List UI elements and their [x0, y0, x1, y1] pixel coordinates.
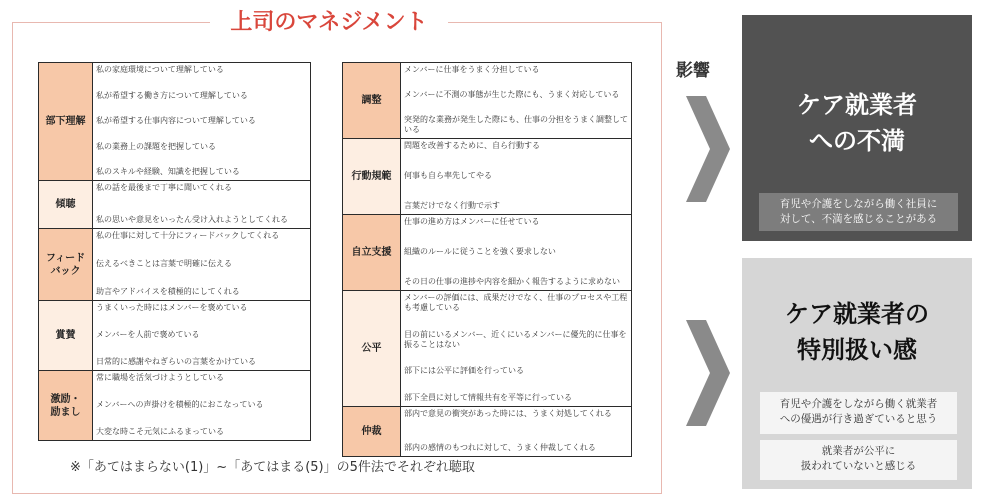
item-text: 私のスキルや経験、知識を把握している — [96, 167, 240, 176]
right-management-table — [342, 62, 632, 457]
items-cell — [93, 371, 311, 441]
care-worker-dissatisfaction-box — [742, 15, 972, 241]
items-cell — [93, 63, 311, 181]
table-row — [343, 139, 632, 215]
box-item: 育児や介護をしながら働く社員に 対して、不満を感じることがある — [759, 193, 958, 231]
table-row — [343, 291, 632, 407]
survey-note: ※「あてはまらない(1)」~「あてはまる(5)」の5件法でそれぞれ聴取 — [70, 460, 475, 475]
items-cell — [93, 229, 311, 301]
special-treatment-box — [742, 258, 972, 489]
item-text: メンバーを人前で褒めている — [96, 330, 200, 339]
items-cell — [401, 63, 632, 139]
item-text: メンバーへの声掛けを積極的におこなっている — [96, 400, 264, 409]
items-cell — [401, 215, 632, 291]
item-text: 組織のルールに従うことを強く要求しない — [404, 247, 556, 256]
table-row — [39, 63, 311, 181]
category-cell: 調整 — [343, 63, 401, 139]
item-text: 私が希望する働き方について理解している — [96, 90, 248, 100]
item-text: 何事も自ら率先してやる — [404, 171, 492, 180]
page-title: 上司のマネジメント — [210, 8, 448, 38]
category-cell: フィード バック — [39, 229, 93, 301]
category-cell: 賞賛 — [39, 301, 93, 371]
item-text: 目の前にいるメンバー、近くにいるメンバーに優先的に仕事を振ることはない — [404, 329, 627, 349]
item-text: メンバーの評価には、成果だけでなく、仕事のプロセスや工程も考慮している — [404, 293, 628, 312]
item-text: 言葉だけでなく行動で示す — [404, 201, 500, 210]
table-row — [343, 63, 632, 139]
category-cell: 自立支援 — [343, 215, 401, 291]
item-text: その日の仕事の進捗や内容を細かく報告するように求めない — [404, 277, 620, 286]
category-cell: 仲裁 — [343, 407, 401, 457]
items-cell — [93, 181, 311, 229]
item-text: 私の仕事に対して十分にフィードバックしてくれる — [96, 231, 280, 240]
item-text: メンバーに仕事をうまく分担している — [404, 65, 540, 74]
item-text: 私の家庭環境について理解している — [96, 65, 224, 74]
item-text: うまくいった時にはメンバーを褒めている — [96, 303, 248, 312]
item-text: 私が希望する仕事内容について理解している — [96, 116, 256, 125]
table-row — [39, 301, 311, 371]
left-management-table — [38, 62, 311, 441]
box-title: ケア就業者 への不満 — [797, 91, 917, 155]
box-item: 就業者が公平に 扱われていないと感じる — [760, 440, 957, 480]
category-cell: 行動規範 — [343, 139, 401, 215]
category-cell: 部下理解 — [39, 63, 93, 181]
influence-label: 影響 — [676, 61, 710, 81]
table-row — [39, 371, 311, 441]
item-text: 部下には公平に評価を行っている — [404, 366, 524, 376]
item-text: 部下全員に対して情報共有を平等に行っている — [404, 392, 572, 402]
item-text: 常に職場を活気づけようとしている — [96, 373, 224, 382]
item-text: 問題を改善するために、自ら行動する — [404, 141, 540, 150]
item-text: 私の思いや意見をいったん受け入れようとしてくれる — [96, 215, 288, 224]
box-title: ケア就業者の 特別扱い感 — [785, 300, 929, 364]
items-cell — [93, 301, 311, 371]
table-row — [39, 229, 311, 301]
item-text: 伝えるべきことは言葉で明確に伝える — [96, 259, 232, 268]
items-cell — [401, 291, 632, 407]
item-text: 私の業務上の課題を把握している — [96, 141, 216, 151]
item-text: 大変な時こそ元気にふるまっている — [96, 427, 224, 436]
table-row — [343, 407, 632, 457]
items-cell — [401, 407, 632, 457]
item-text: 助言やアドバイスを積極的にしてくれる — [96, 287, 240, 296]
item-text: 私の話を最後まで丁寧に聞いてくれる — [96, 183, 232, 192]
item-text: メンバーに不測の事態が生じた際にも、うまく対応している — [404, 90, 620, 99]
items-cell — [401, 139, 632, 215]
item-text: 部内で意見の衝突があった時には、うまく対処してくれる — [404, 409, 612, 418]
table-row — [39, 181, 311, 229]
category-cell: 公平 — [343, 291, 401, 407]
box-item: 育児や介護をしながら働く就業者 への優遇が行き過ぎていると思う — [760, 392, 957, 434]
arrow-right-icon — [686, 320, 730, 426]
item-text: 突発的な業務が発生した際にも、仕事の分担をうまく調整している — [404, 115, 628, 134]
category-cell: 傾聴 — [39, 181, 93, 229]
category-cell: 激励・ 励まし — [39, 371, 93, 441]
arrow-right-icon — [686, 96, 730, 202]
item-text: 日常的に感謝やねぎらいの言葉をかけている — [96, 357, 256, 366]
item-text: 部内の感情のもつれに対して、うまく仲裁してくれる — [404, 443, 596, 452]
table-row — [343, 215, 632, 291]
item-text: 仕事の進め方はメンバーに任せている — [404, 217, 540, 226]
